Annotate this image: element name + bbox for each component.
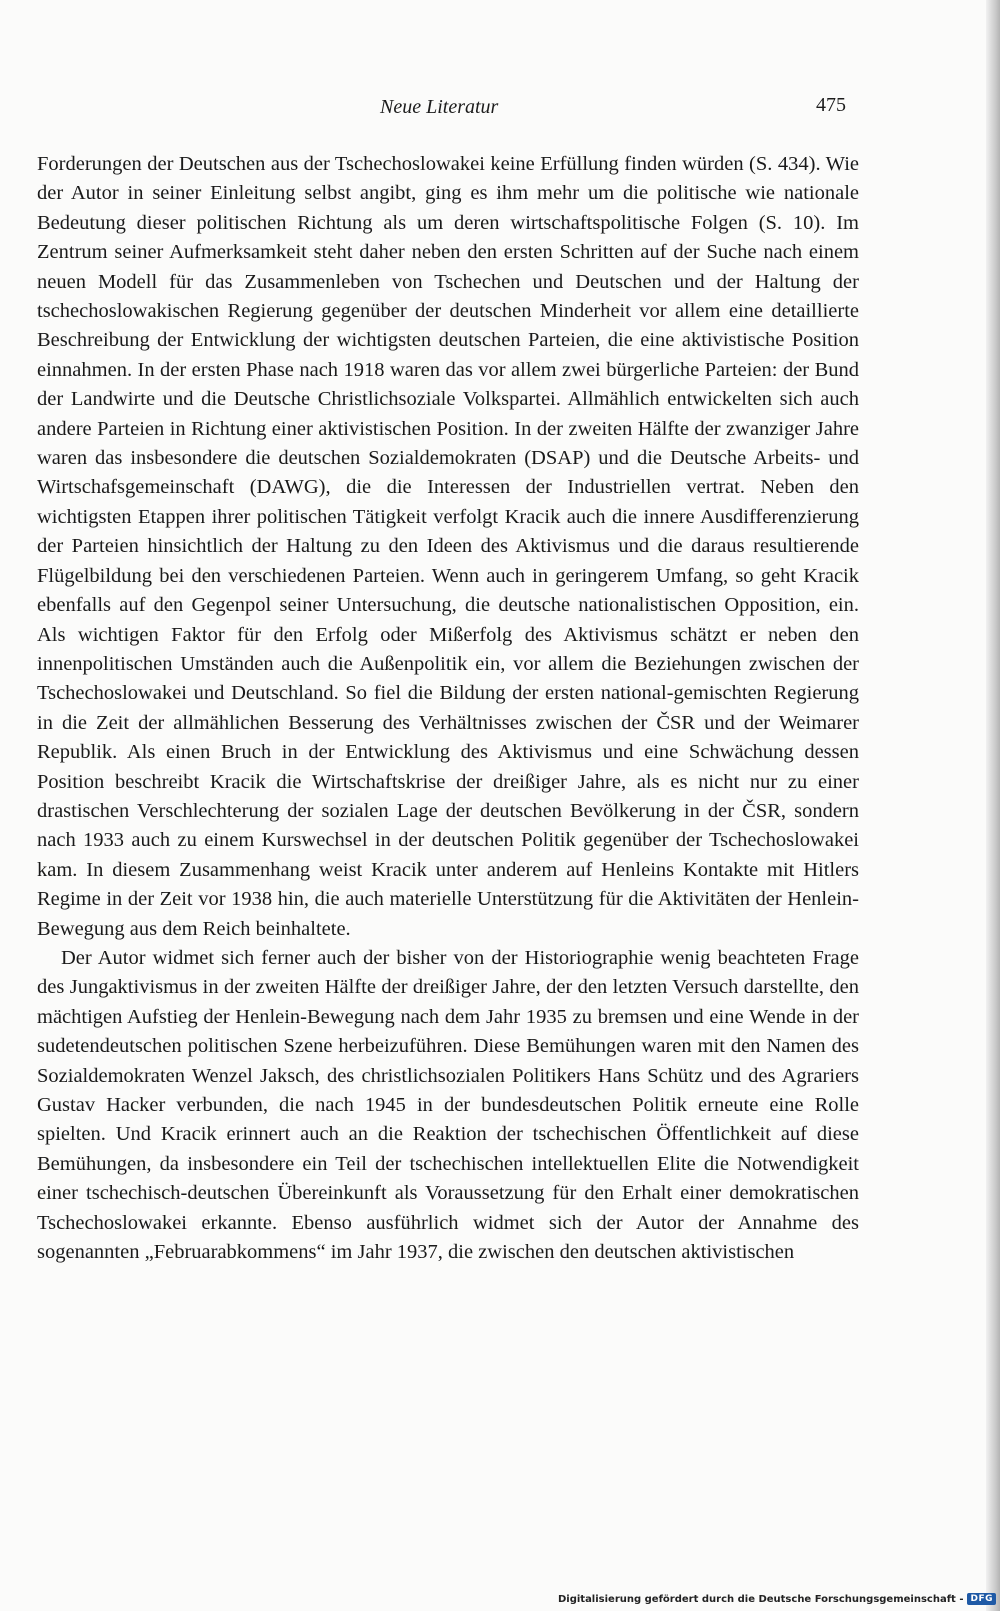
- running-title: Neue Literatur: [380, 96, 499, 118]
- dfg-logo: DFG: [967, 1593, 996, 1605]
- paragraph: Forderungen der Deutschen aus der Tschechoslowakei keine Erfüllung finden würden (S. 434). Wie der Autor in seiner Einleitung selbst angibt, ging es ihm mehr um die politische wie nationale Bedeutung dieser politischen Richtung als um deren wirtschaftspolitische Folgen (S. 10). Im Zentrum seiner Aufmerksamkeit steht daher neben den ersten Schritten auf der Suche nach einem neuen Modell für das Zusammenleben von Tschechen und Deutschen und der Haltung der tschechoslowakischen Regierung gegenüber der deutschen Minderheit vor allem eine detaillierte Beschreibung der Entwicklung der wichtigsten deutschen Parteien, die eine aktivistische Position einnahmen. In der ersten Phase nach 1918 waren das vor allem zwei bürgerliche Parteien: der Bund der Landwirte und die Deutsche Christlichsoziale Volkspartei. Allmählich entwickelten sich auch andere Parteien in Richtung einer aktivistischen Position. In der zweiten Hälfte der zwanziger Jahre waren das insbesondere die deutschen Sozialdemokraten (DSAP) und die Deutsche Arbeits- und Wirtschafsgemeinschaft (DAWG), die die Interessen der Industriellen vertrat. Neben den wichtigsten Etappen ihrer politischen Tätigkeit verfolgt Kracik auch die innere Ausdifferenzierung der Parteien hinsichtlich der Haltung zu den Ideen des Aktivismus und die daraus resultierende Flügelbildung bei den verschiedenen Parteien. Wenn auch in geringerem Umfang, so geht Kracik ebenfalls auf den Gegenpol seiner Untersuchung, die deutsche nationalistischen Opposition, ein. Als wichtigen Faktor für den Erfolg oder Mißerfolg des Aktivismus schätzt er neben den innenpolitischen Umständen auch die Außenpolitik ein, vor allem die Beziehungen zwischen der Tschechoslowakei und Deutschland. So fiel die Bildung der ersten national-gemischten Regierung in die Zeit der allmählichen Besserung des Verhältnisses zwischen der ČSR und der Weimarer Republik. Als einen Bruch in der Entwicklung des Aktivismus und eine Schwächung dessen Position beschreibt Kracik die Wirtschaftskrise der dreißiger Jahre, als es nicht nur zu einer drastischen Verschlechterung der sozialen Lage der deutschen Bevölkerung in der ČSR, sondern nach 1933 auch zu einem Kurswechsel in der deutschen Politik gegenüber der Tschechoslowakei kam. In diesem Zusammenhang weist Kracik unter anderem auf Henleins Kontakte mit Hitlers Regime in der Zeit vor 1938 hin, die auch materielle Unterstützung für die Aktivitäten der Henlein-Bewegung aus dem Reich beinhaltete.: [37, 153, 859, 940]
- page-edge-shadow: [986, 0, 1000, 1611]
- body-text: [37, 150, 859, 1267]
- digitization-note: Digitalisierung gefördert durch die Deutsche Forschungsgemeinschaft -: [557, 1593, 964, 1605]
- digitization-footer: [558, 1593, 996, 1605]
- paragraph: Der Autor widmet sich ferner auch der bisher von der Historiographie wenig beachteten Frage des Jungaktivismus in der zweiten Hälfte der dreißiger Jahre, der den letzten Versuch darstellte, den mächtigen Aufstieg der Henlein-Bewegung nach dem Jahr 1935 zu bremsen und eine Wende in der sudetendeutschen politischen Szene herbeizuführen. Diese Bemühungen waren mit den Namen des Sozialdemokraten Wenzel Jaksch, des christlichsozialen Politikers Hans Schütz und des Agrariers Gustav Hacker verbunden, die nach 1945 in der bundesdeutschen Politik erneute eine Rolle spielten. Und Kracik erinnert auch an die Reaktion der tschechischen Öffentlichkeit auf diese Bemühungen, da insbesondere ein Teil der tschechischen intellektuellen Elite die Notwendigkeit einer tschechisch-deutschen Übereinkunft als Voraussetzung für den Erhalt einer demokratischen Tschechoslowakei erkannte. Ebenso ausführlich widmet sich der Autor der Annahme des sogenannten „Februarabkommens“ im Jahr 1937, die zwischen den deutschen aktivistischen: [37, 946, 859, 1264]
- page-number: 475: [816, 94, 846, 116]
